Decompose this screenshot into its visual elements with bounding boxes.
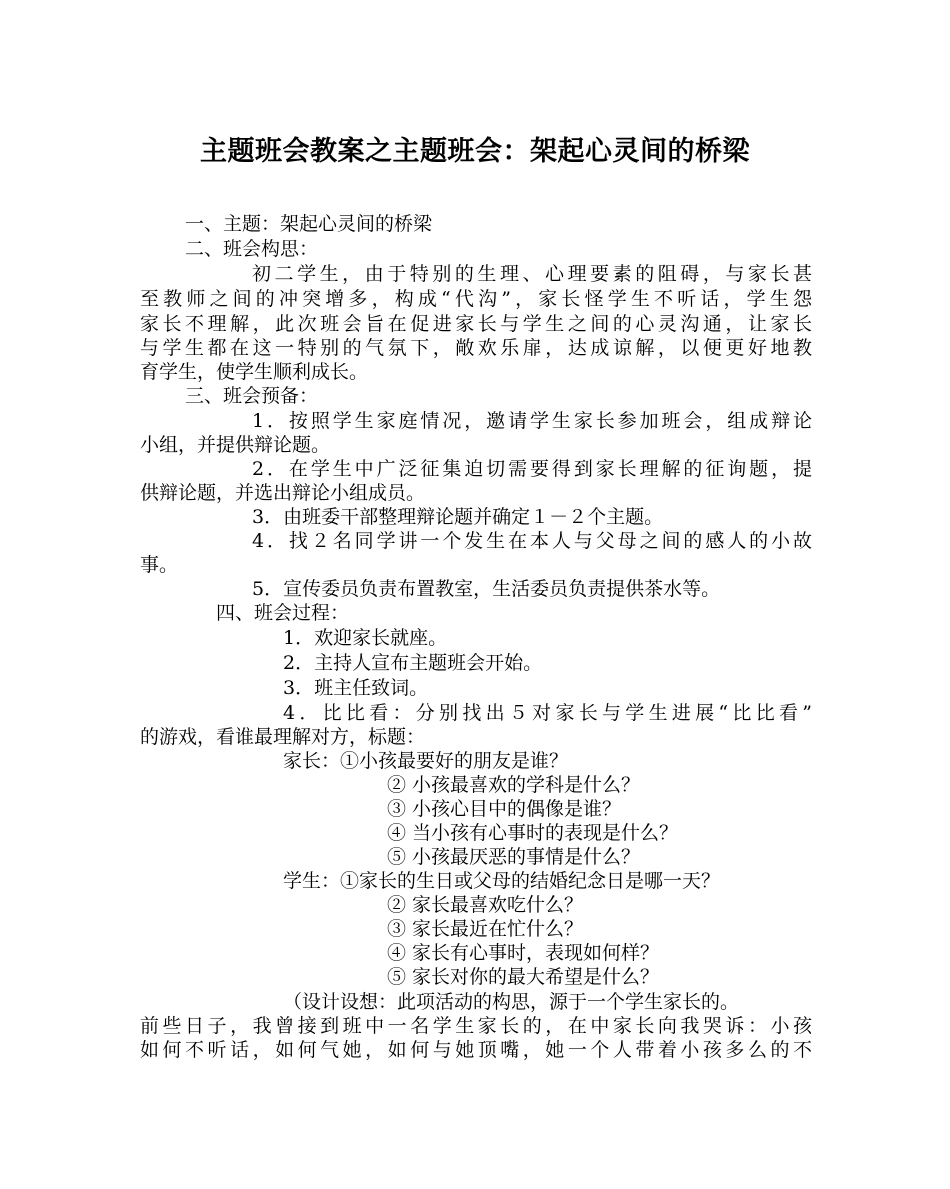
parent-question: ② 小孩最喜欢的学科是什么？	[387, 774, 641, 796]
list-item: 2．主持人宣布主题班会开始。	[283, 652, 543, 674]
list-item-continued: 小组，并提供辩论题。	[140, 434, 331, 456]
parent-question: ⑤ 小孩最厌恶的事情是什么？	[387, 846, 641, 868]
list-item: 5．宣传委员负责布置教室，生活委员负责提供茶水等。	[252, 578, 721, 600]
paragraph-line: 前些日子，我曾接到班中一名学生家长的，在中家长向我哭诉：小孩	[140, 1015, 812, 1037]
list-item: 4．找２名同学讲一个发生在本人与父母之间的感人的小故	[252, 530, 812, 552]
parent-question: ③ 小孩心目中的偶像是谁？	[387, 798, 622, 820]
section-heading-process: 四、班会过程：	[216, 602, 350, 624]
list-item: 1．欢迎家长就座。	[283, 627, 448, 649]
list-item-continued: 事。	[140, 554, 179, 576]
student-question: ③ 家长最近在忙什么？	[387, 918, 584, 940]
student-question: ② 家长最喜欢吃什么？	[387, 894, 584, 916]
parent-question: 家长：①小孩最要好的朋友是谁？	[283, 750, 569, 772]
student-question: ④ 家长有心事时，表现如何样？	[387, 942, 660, 964]
paragraph-line: 与学生都在这一特别的气氛下，敞欢乐扉，达成谅解，以便更好地教	[140, 337, 812, 359]
list-item: 2．在学生中广泛征集迫切需要得到家长理解的征询题，提	[252, 458, 812, 480]
list-item: 3．由班委干部整理辩论题并确定１－２个主题。	[252, 506, 664, 528]
page-title: 主题班会教案之主题班会：架起心灵间的桥梁	[200, 136, 750, 167]
list-item-continued: 的游戏，看谁最理解对方，标题：	[140, 726, 426, 748]
paragraph-line: 育学生，使学生顺利成长。	[140, 361, 369, 383]
list-item: 3．班主任致词。	[283, 677, 429, 699]
section-heading-concept: 二、班会构思：	[185, 238, 319, 260]
paragraph-line: （设计设想：此项活动的构思，源于一个学生家长的。	[283, 991, 740, 1013]
section-heading-preparation: 三、班会预备：	[185, 385, 319, 407]
list-item-continued: 供辩论题，并选出辩论小组成员。	[140, 482, 426, 504]
parent-question: ④ 当小孩有心事时的表现是什么？	[387, 822, 679, 844]
paragraph-line: 初二学生，由于特别的生理、心理要素的阻碍，与家长甚	[252, 263, 812, 285]
paragraph-line: 家长不理解，此次班会旨在促进家长与学生之间的心灵沟通，让家长	[140, 313, 812, 335]
paragraph-line: 如何不听话，如何气她，如何与她顶嘴，她一个人带着小孩多么的不	[140, 1039, 812, 1061]
list-item: 4．比比看：分别找出５对家长与学生进展“比比看”	[283, 702, 812, 724]
list-item: 1．按照学生家庭情况，邀请学生家长参加班会，组成辩论	[252, 410, 812, 432]
paragraph-line: 至教师之间的冲突增多，构成“代沟”，家长怪学生不听话，学生怨	[140, 288, 812, 310]
section-heading-topic: 一、主题：架起心灵间的桥梁	[185, 213, 433, 235]
student-question: ⑤ 家长对你的最大希望是什么？	[387, 966, 660, 988]
student-question: 学生：①家长的生日或父母的结婚纪念日是哪一天？	[283, 870, 721, 892]
